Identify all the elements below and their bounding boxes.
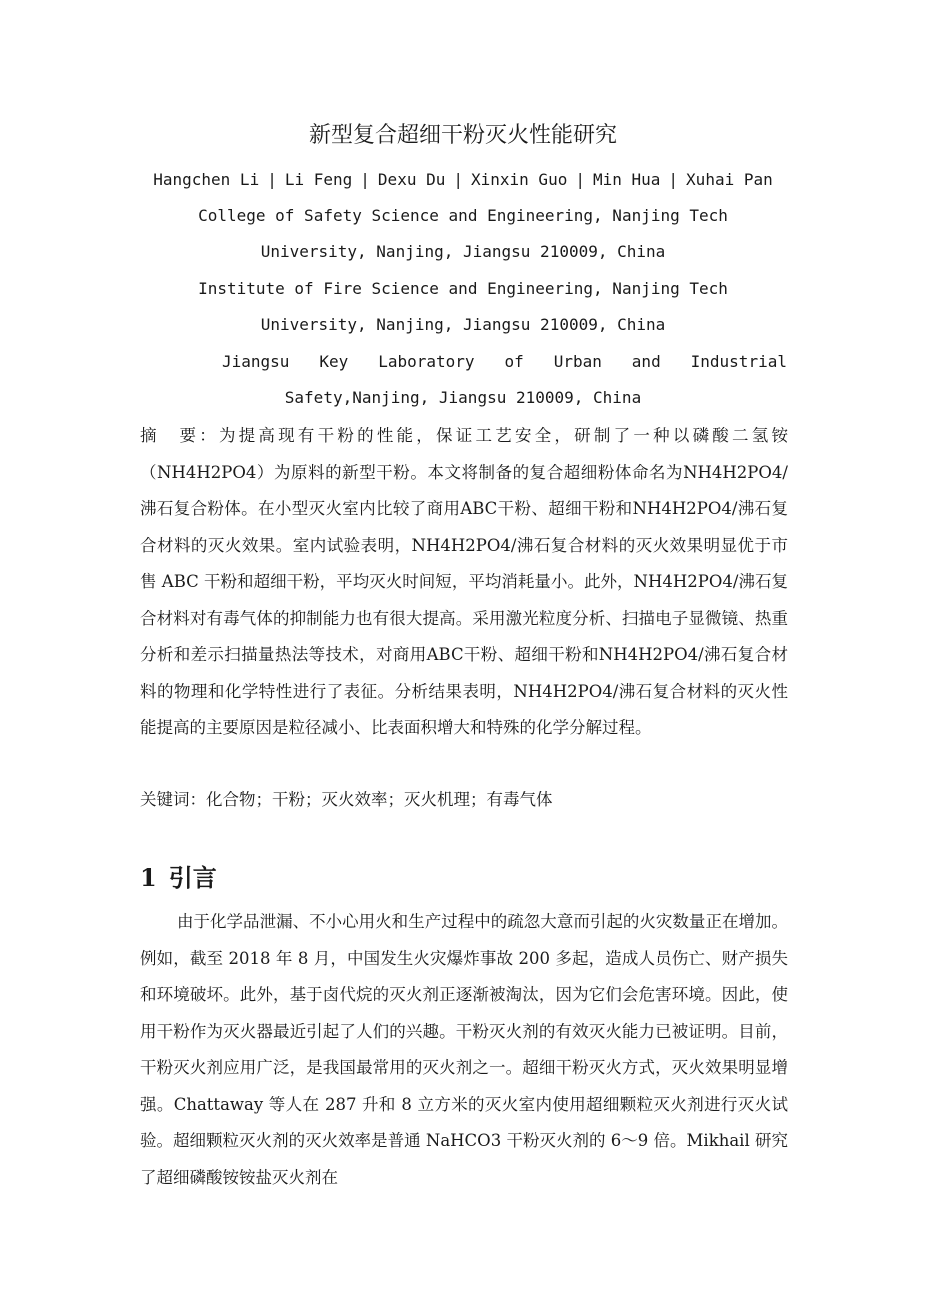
author-name: Xinxin Guo — [471, 170, 568, 189]
author-list — [0, 169, 926, 191]
affiliation-2-line-1: Institute of Fire Science and Engineering, Nanjing Tech — [198, 279, 728, 298]
affiliation-1-line-2: University, Nanjing, Jiangsu 210009, China — [260, 242, 666, 261]
section-number: 1 — [140, 863, 157, 892]
affiliation-word: Laboratory — [378, 352, 475, 371]
keywords-text: 化合物；干粉；灭火效率；灭火机理；有毒气体 — [206, 790, 553, 809]
affiliation-word: Industrial — [690, 352, 787, 371]
author-separator: | — [453, 170, 463, 189]
keywords — [140, 782, 553, 818]
body-paragraph: 由于化学品泄漏、不小心用火和生产过程中的疏忽大意而引起的火灾数量正在增加。例如，截至 2018 年 8 月，中国发生火灾爆炸事故 200 多起，造成人员伤亡、财产损失和环境破坏。此外，基于卤代烷的灭火剂正逐渐被淘汰，因为它们会危害环境。因此，使用干粉作为灭火器最近引起了人们的兴趣。干粉灭火剂的有效灭火能力已被证明。目前，干粉灭火剂应用广泛，是我国最常用的灭火剂之一。超细干粉灭火方式，灭火效果明显增强。Chattaway 等人在 287 升和 8 立方米的灭火室内使用超细颗粒灭火剂进行灭火试验。超细颗粒灭火剂的灭火效率是普通 NaHCO3 干粉灭火剂的 6～9 倍。Mikhail 研究了超细磷酸铵铵盐灭火剂在 — [140, 912, 788, 1187]
abstract-text: 为提高现有干粉的性能，保证工艺安全，研制了一种以磷酸二氢铵（NH4H2PO4）为原料的新型干粉。本文将制备的复合超细粉体命名为NH4H2PO4/沸石复合粉体。在小型灭火室内比较了商用ABC干粉、超细干粉和NH4H2PO4/沸石复合材料的灭火效果。室内试验表明，NH4H2PO4/沸石复合材料的灭火效果明显优于市售 ABC 干粉和超细干粉，平均灭火时间短，平均消耗量小。此外，NH4H2PO4/沸石复合材料对有毒气体的抑制能力也有很大提高。采用激光粒度分析、扫描电子显微镜、热重分析和差示扫描量热法等技术，对商用ABC干粉、超细干粉和NH4H2PO4/沸石复合材料的物理和化学特性进行了表征。分析结果表明，NH4H2PO4/沸石复合材料的灭火性能提高的主要原因是粒径减小、比表面积增大和特殊的化学分解过程。 — [140, 426, 788, 737]
affiliation-word: Key — [319, 352, 349, 371]
affiliation-word: and — [631, 352, 661, 371]
author-separator: | — [575, 170, 585, 189]
affiliation-3-line-2: Safety,Nanjing, Jiangsu 210009, China — [284, 388, 642, 407]
affiliation-3-line-1 — [222, 351, 787, 373]
author-name: Li Feng — [284, 170, 353, 189]
author-name: Hangchen Li — [153, 170, 260, 189]
paper-title: 新型复合超细干粉灭火性能研究 — [308, 123, 617, 148]
author-name: Dexu Du — [377, 170, 446, 189]
author-separator: | — [360, 170, 370, 189]
author-separator: | — [267, 170, 277, 189]
affiliation-word: Jiangsu — [222, 352, 290, 371]
section-heading — [140, 858, 217, 898]
author-name: Xuhai Pan — [686, 170, 773, 189]
abstract — [140, 418, 788, 747]
affiliation-word: of — [504, 352, 524, 371]
author-separator: | — [668, 170, 679, 189]
section-title: 引言 — [168, 863, 217, 892]
abstract-label: 摘 要： — [140, 426, 219, 445]
author-name: Min Hua — [592, 170, 661, 189]
affiliation-2-line-2: University, Nanjing, Jiangsu 210009, China — [260, 315, 666, 334]
keywords-label: 关键词： — [140, 790, 206, 809]
affiliation-1-line-1: College of Safety Science and Engineering, Nanjing Tech — [198, 206, 728, 225]
affiliation-word: Urban — [553, 352, 602, 371]
